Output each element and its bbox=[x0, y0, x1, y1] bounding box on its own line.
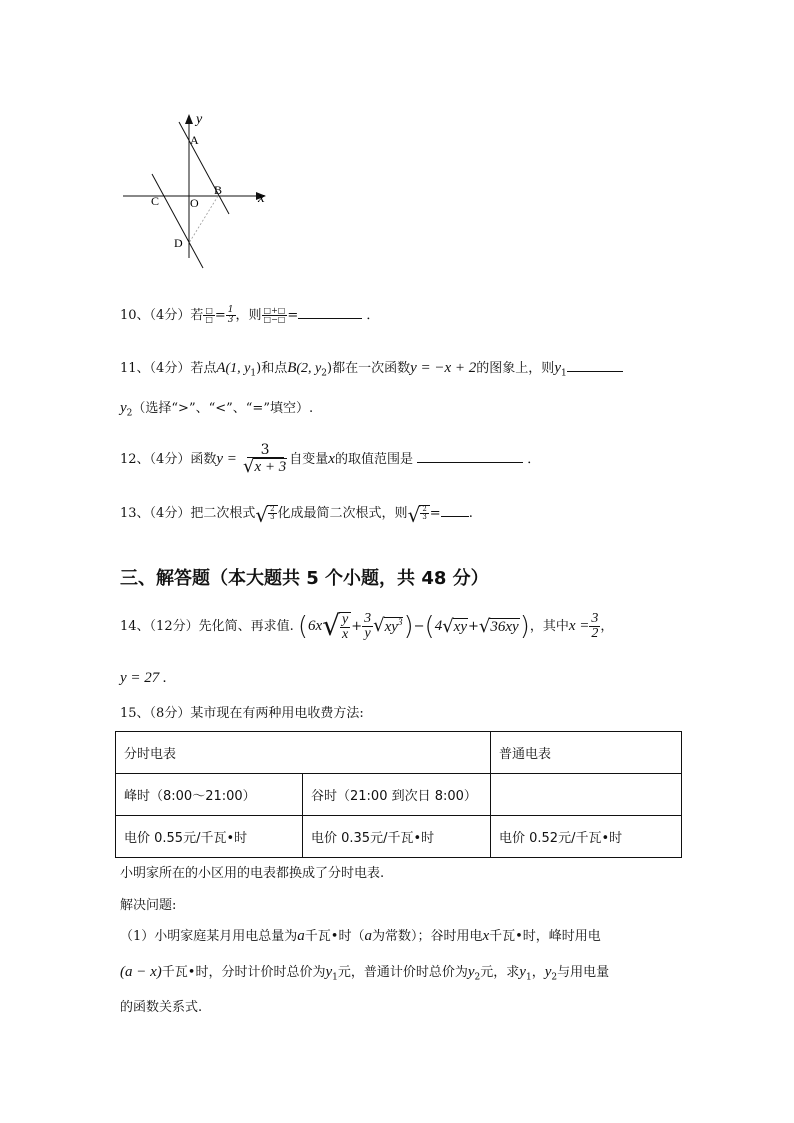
table-cell: 分时电表 bbox=[116, 732, 491, 774]
part1-line3: 的函数关系式. bbox=[120, 1000, 203, 1015]
q10-frac: $\frac{□}{□}$ bbox=[205, 306, 213, 324]
label-d: D bbox=[174, 236, 183, 250]
label-a: A bbox=[190, 133, 199, 147]
q13-radical-2: √ $\frac{2}{3}$ bbox=[408, 505, 430, 525]
answer-blank-10[interactable] bbox=[298, 304, 362, 319]
question-14-line2: y = 27 . bbox=[120, 670, 167, 686]
table-row bbox=[116, 816, 682, 858]
answer-blank-12[interactable] bbox=[417, 448, 523, 463]
question-10: 10、（4分）若 $\frac{□}{□}$ = $\frac{1}{3}$ ，则 $\frac{□+□}{□-□}$ = ． bbox=[120, 305, 380, 325]
table-cell bbox=[491, 774, 682, 816]
question-12: 12、（4分）函数y = 3 √ x + 3 自变量x的取值范围是 ． bbox=[120, 442, 541, 477]
label-y: y bbox=[196, 112, 203, 127]
section-title: 三、解答题（本大题共 5 个小题，共 48 分） bbox=[120, 568, 489, 589]
line-cd bbox=[152, 174, 203, 268]
question-13: 13、（4分）把二次根式 √ $\frac{2}{3}$ 化成最简二次根式，则 √ $\frac{2}{3}$ = . bbox=[120, 503, 473, 527]
answer-blank-13[interactable] bbox=[441, 502, 469, 517]
answer-blank-11[interactable] bbox=[567, 357, 623, 372]
part1-line2: (a − x)千瓦•时，分时计价时总价为$y_1$元，普通计价时总价为$y_2$元，求$y_1$，$y_2$与用电量 bbox=[120, 964, 610, 983]
label-b: B bbox=[214, 183, 223, 197]
solve-heading: 解决问题: bbox=[120, 898, 177, 913]
question-11: 11、（4分）若点A(1, $y_1$)和点B(2, $y_2$)都在一次函数y = −x + 2的图象上，则$y_1$ bbox=[120, 357, 623, 384]
table-cell: 电价 0.52元/千瓦•时 bbox=[491, 816, 682, 858]
table-cell: 谷时（21:00 到次日 8:00） bbox=[303, 774, 491, 816]
question-15: 15、（8分）某市现在有两种用电收费方法: bbox=[120, 706, 364, 721]
table-cell: 电价 0.35元/千瓦•时 bbox=[303, 816, 491, 858]
after-table-text: 小明家所在的小区用的电表都换成了分时电表. bbox=[120, 866, 385, 881]
coordinate-figure bbox=[118, 110, 278, 275]
label-o: O bbox=[190, 196, 199, 210]
table-cell: 普通电表 bbox=[491, 732, 682, 774]
question-14: 14、（12分）先化简、再求值. (6x √ $\frac{y}{x}$ + $\frac{3}{y}$ √ $xy^3$ )−(4 √ xy + √ 36xy )，其中x = $\frac{3}{2}$ ， bbox=[120, 608, 614, 642]
y-axis-arrow bbox=[185, 114, 193, 124]
table-row bbox=[116, 774, 682, 816]
part1-line1: （1）小明家庭某月用电总量为a千瓦•时（a为常数）；谷时用电x千瓦•时，峰时用电 bbox=[120, 928, 601, 944]
q13-radical: √ $\frac{2}{3}$ bbox=[255, 505, 277, 525]
table-row bbox=[116, 732, 682, 774]
table-cell: 电价 0.55元/千瓦•时 bbox=[116, 816, 303, 858]
question-11-line2: $y_2$（选择“>”、“<”、“=”填空）. bbox=[120, 400, 314, 419]
q10-frac2: $\frac{□+□}{□-□}$ bbox=[263, 306, 286, 324]
q12-fraction: 3 √ x + 3 bbox=[243, 442, 287, 477]
label-c: C bbox=[151, 194, 160, 208]
q10-ratio: $\frac{1}{3}$ bbox=[227, 305, 234, 325]
fee-table bbox=[115, 731, 682, 858]
line-ab bbox=[179, 122, 229, 214]
table-cell: 峰时（8:00～21:00） bbox=[116, 774, 303, 816]
label-x: x bbox=[258, 190, 265, 206]
